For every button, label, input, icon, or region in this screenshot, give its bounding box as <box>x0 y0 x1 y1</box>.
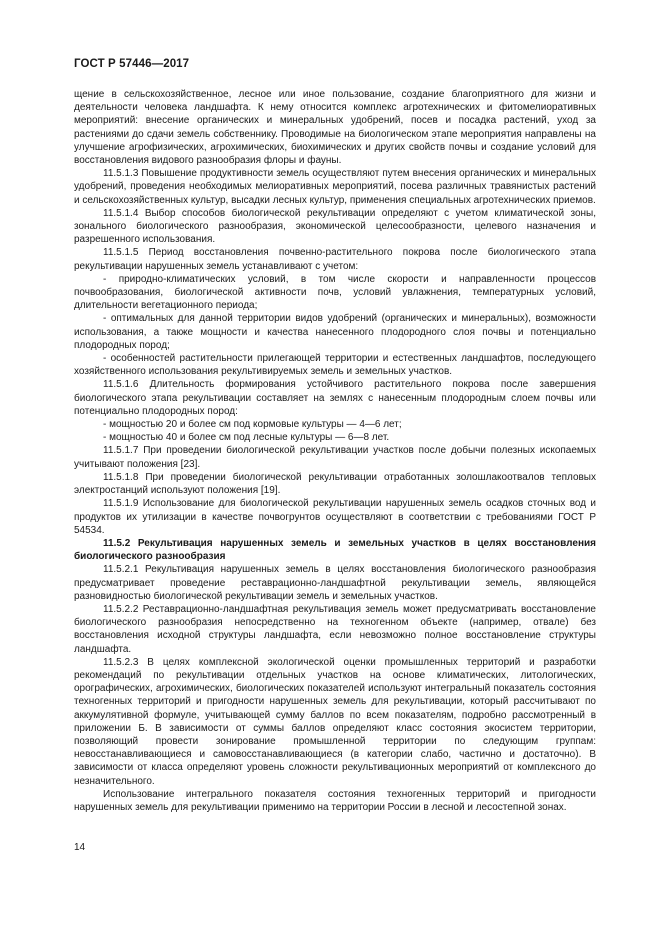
paragraph: 11.5.1.8 При проведении биологической рекультивации отработанных золошлакоотвалов тепловых электростанций используют положения [19]. <box>74 471 596 497</box>
paragraph: Использование интегрального показателя состояния техногенных территорий и пригодности нарушенных земель для рекультивации применимо на территории России в лесной и лесостепной зонах. <box>74 788 596 813</box>
paragraph: щение в сельскохозяйственное, лесное или иное пользование, создание благоприятного для жизни и деятельности человека ландшафта. К нему относится комплекс агротехнических и фитомелиоративных мероприятий: внесение органических и минеральных удобрений, посев и посадка растений, уход за растениями до сдачи земель собственнику. Проводимые на биологическом этапе мероприятия направлены на улучшение агрофизических, агрохимических, биохимических и других свойств почвы и создание условий для восстановления видового разнообразия флоры и фауны. <box>74 89 596 167</box>
paragraph: 11.5.1.9 Использование для биологической рекультивации нарушенных земель осадков сточных вод и продуктов их утилизации в качестве почвогрунтов осуществляют в соответствии с требованиями ГОСТ Р 54534. <box>74 498 596 536</box>
document-body <box>74 88 596 814</box>
document-header: ГОСТ Р 57446—2017 <box>74 58 190 70</box>
paragraph: - оптимальных для данной территории видов удобрений (органических и минеральных), возможности использования, а также мощности и качества нанесенного плодородного слоя почвы и потенциально плодородных пород; <box>74 313 596 351</box>
paragraph: - мощностью 40 и более см под лесные культуры — 6—8 лет. <box>103 432 390 444</box>
section-heading: 11.5.2 Рекультивация нарушенных земель и земельных участков в целях восстановления биологического разнообразия <box>74 537 596 563</box>
page-number: 14 <box>74 842 86 853</box>
paragraph: 11.5.1.6 Длительность формирования устойчивого растительного покрова после завершения биологического этапа рекультивации составляет на землях с нанесенным плодородным слоем почвы или потенциально плодородных пород: <box>74 379 596 417</box>
paragraph: 11.5.1.4 Выбор способов биологической рекультивации определяют с учетом климатической зоны, зонального биологического разнообразия, экономической целесообразности, целевого назначения и разрешенного использования. <box>74 207 596 246</box>
paragraph: - мощностью 20 и более см под кормовые культуры — 4—6 лет; <box>103 419 402 431</box>
paragraph: 11.5.2.3 В целях комплексной экологической оценки промышленных территорий и разработки рекомендаций по рекультивации отдельных участков на основе климатических, литологических, орографических, агрохимических, биологических показателей используют интегральный показатель состояния техногенных территорий и пригодности нарушенных земель для рекультивации, который рассчитывают по аккумулятивной формуле, учитывающей сумму баллов по всем показателям, подробно рассмотренный в приложении Б. В зависимости от суммы баллов определяют класс состояния экосистем территории, позволяющий провести зонирование промышленной территории по следующим группам: невосстанавливающиеся и самовосстанавливающиеся (в категории слабо, частично и достаточно). В зависимости от класса определяют уровень сложности рекультивационных мероприятий от комплексного до незначительного. <box>74 656 596 787</box>
paragraph: 11.5.2.1 Рекультивация нарушенных земель в целях восстановления биологического разнообразия предусматривает проведение реставрационно-ландшафтной рекультивации земель, являющейся разновидностью биологической рекультивации земель и земельных участков. <box>74 564 596 602</box>
paragraph: 11.5.2.2 Реставрационно-ландшафтная рекультивация земель может предусматривать восстановление биологического разнообразия непосредственно на техногенном объекте (например, отвале) без восстановления исходной структуры ландшафта, если невозможно полное восстановление структуры ландшафта. <box>74 603 596 655</box>
paragraph: - особенностей растительности прилегающей территории и естественных ландшафтов, последующего хозяйственного использования рекультивируемых земель и земельных участков. <box>74 353 596 378</box>
paragraph: 11.5.1.7 При проведении биологической рекультивации участков после добычи полезных ископаемых учитывают положения [23]. <box>74 445 596 470</box>
paragraph: - природно-климатических условий, в том числе скорости и направленности процессов почвообразования, биологической активности почв, условий увлажнения, температурных условий, длительности вегетационного периода; <box>74 273 596 312</box>
paragraph: 11.5.1.5 Период восстановления почвенно-растительного покрова после биологического этапа рекультивации нарушенных земель устанавливают с учетом: <box>74 247 596 272</box>
paragraph: 11.5.1.3 Повышение продуктивности земель осуществляют путем внесения органических и минеральных удобрений, проведения необходимых мелиоративных мероприятий, посева различных травянистых растений и сельскохозяйственных культур, высадки лесных культур, применения специальных агротехнических приемов. <box>74 168 596 206</box>
